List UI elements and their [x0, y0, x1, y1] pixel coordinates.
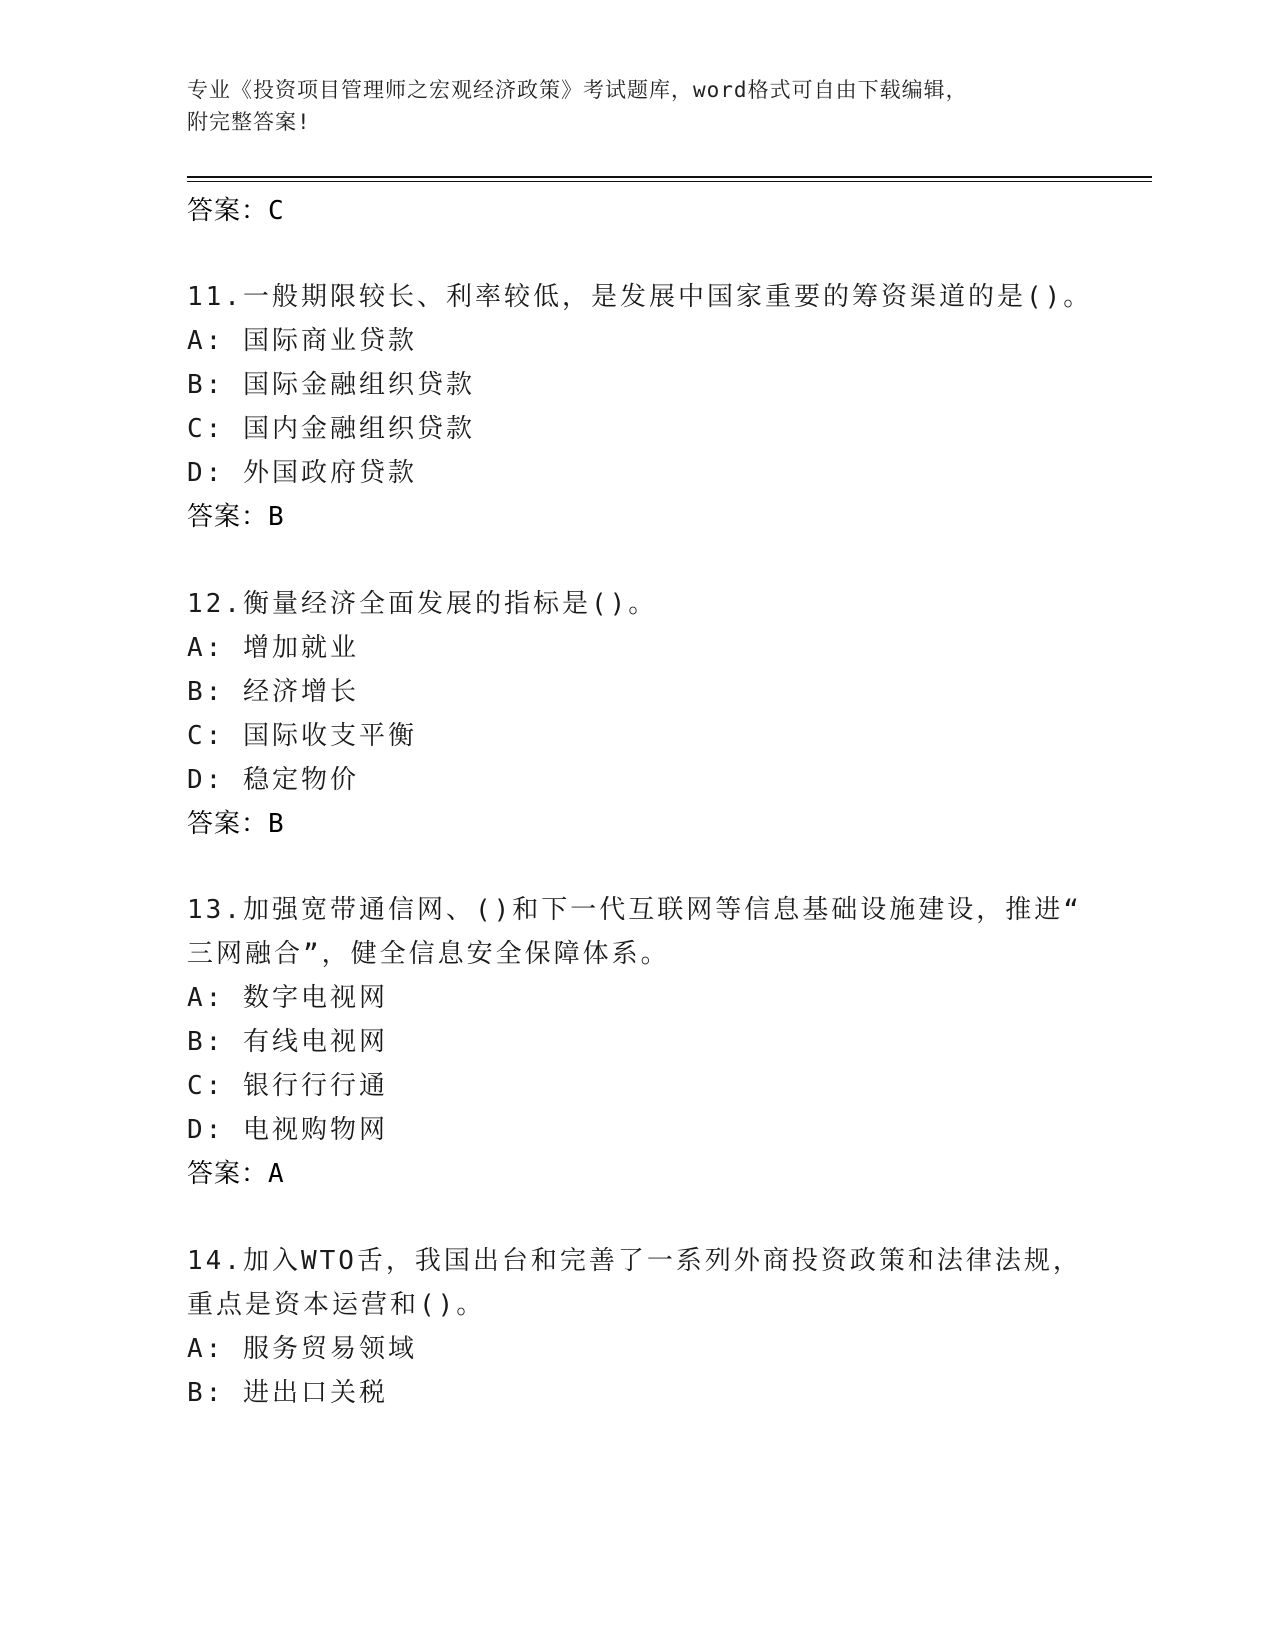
question-14-option-a: A: 服务贸易领域 — [187, 1334, 417, 1364]
question-11-option-d: D: 外国政府贷款 — [187, 458, 417, 488]
header-line-1: 专业《投资项目管理师之宏观经济政策》考试题库，word格式可自由下载编辑， — [187, 78, 968, 102]
question-13-stem-line-2: 三网融合”，健全信息安全保障体系。 — [187, 939, 670, 969]
question-14-stem-line-2: 重点是资本运营和()。 — [187, 1290, 486, 1320]
question-11-option-b: B: 国际金融组织贷款 — [187, 370, 475, 400]
header-divider-thin — [187, 181, 1152, 182]
prev-answer: 答案：C — [187, 196, 285, 226]
header-divider-thick — [187, 176, 1152, 178]
document-header — [187, 74, 1067, 138]
question-12-option-b: B: 经济增长 — [187, 677, 359, 707]
question-14-stem-line-1: 14.加入WTO舌，我国出台和完善了一系列外商投资政策和法律法规， — [187, 1246, 1082, 1276]
question-13-option-d: D: 电视购物网 — [187, 1115, 388, 1145]
question-13-option-a: A: 数字电视网 — [187, 983, 388, 1013]
question-13-option-c: C: 银行行行通 — [187, 1071, 388, 1101]
question-11-stem: 11.一般期限较长、利率较低，是发展中国家重要的筹资渠道的是()。 — [187, 282, 1093, 312]
question-12-stem: 12.衡量经济全面发展的指标是()。 — [187, 589, 658, 619]
question-12-option-a: A: 增加就业 — [187, 633, 359, 663]
question-12-option-d: D: 稳定物价 — [187, 765, 359, 795]
question-12-answer: 答案：B — [187, 809, 285, 839]
question-11-answer: 答案：B — [187, 502, 285, 532]
header-line-2: 附完整答案! — [187, 110, 311, 134]
question-13-stem-line-1: 13.加强宽带通信网、()和下一代互联网等信息基础设施建设，推进“ — [187, 895, 1082, 925]
question-13-option-b: B: 有线电视网 — [187, 1027, 388, 1057]
question-13-answer: 答案：A — [187, 1159, 285, 1189]
question-11-option-c: C: 国内金融组织贷款 — [187, 414, 475, 444]
question-12-option-c: C: 国际收支平衡 — [187, 721, 417, 751]
question-14-option-b: B: 进出口关税 — [187, 1378, 388, 1408]
question-11-option-a: A: 国际商业贷款 — [187, 326, 417, 356]
